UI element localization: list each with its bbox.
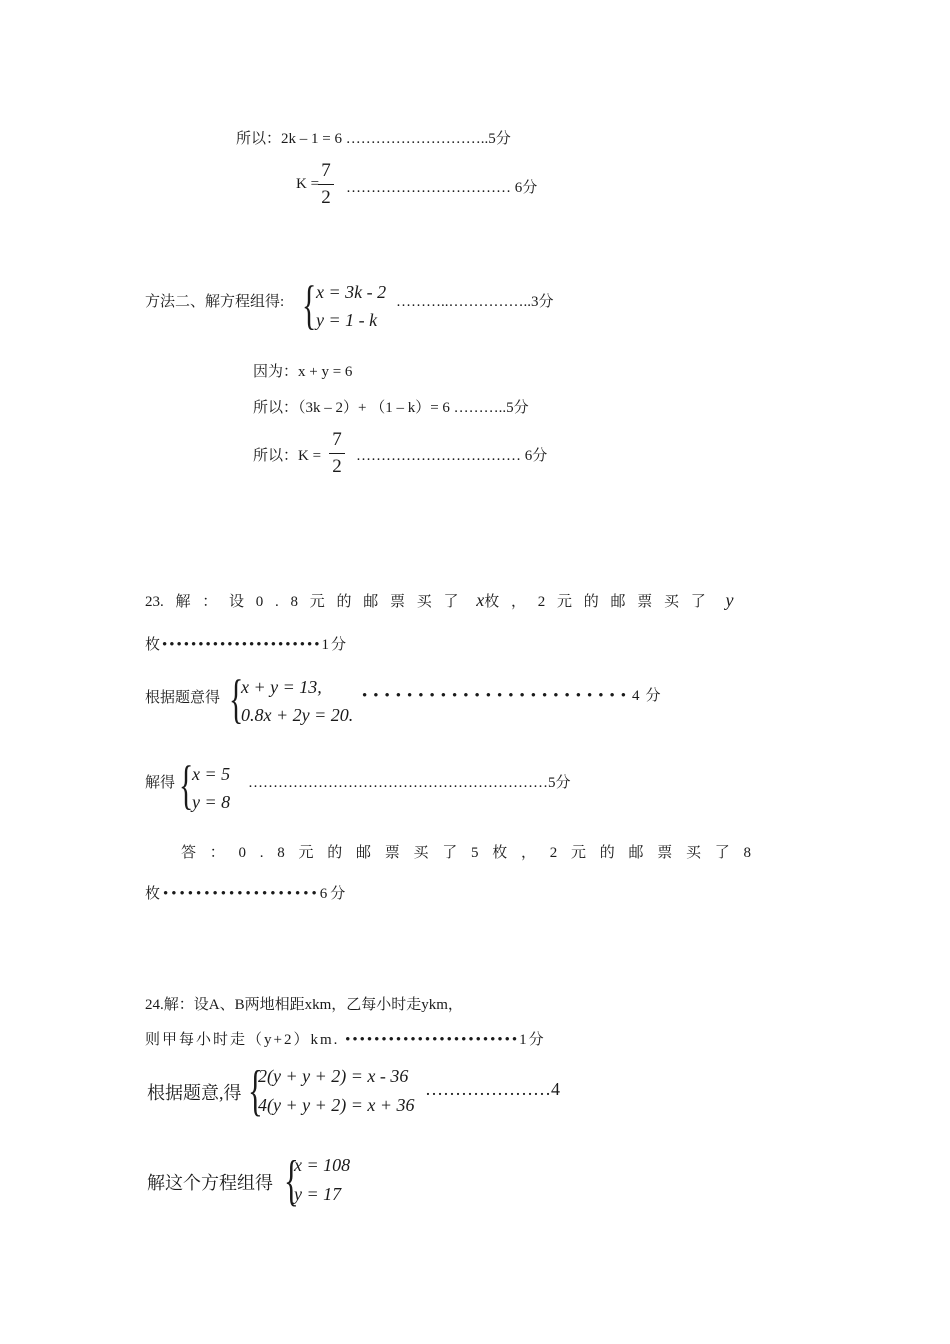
equation-1: x = 3k - 2: [316, 282, 387, 302]
left-brace-icon: {: [229, 669, 244, 729]
method2-system: [316, 280, 406, 336]
q24-line2: 则甲每小时走（y+2）km. ••••••••••••••••••••••••1分: [145, 1032, 546, 1048]
method2-intro: 方法二、解方程组得:: [145, 294, 285, 310]
solution-1: x = 108: [294, 1155, 351, 1175]
solution-2: y = 8: [192, 792, 231, 812]
method1-k-label: K =: [296, 176, 320, 192]
left-brace-icon: {: [179, 755, 194, 815]
q24-line1: 24.解：设A、B两地相距xkm，乙每小时走ykm，: [145, 997, 463, 1013]
q23-line1-a: 23. 解 ： 设 0 . 8 元 的 邮 票 买 了: [145, 594, 459, 610]
q23-var-y: y: [725, 590, 734, 610]
left-brace-icon: {: [302, 275, 317, 335]
method2-so1: 所以：（3k – 2）+ （1 – k）= 6 ………..5分: [253, 400, 529, 416]
equation-2: y = 1 - k: [316, 310, 378, 330]
left-brace-icon: {: [248, 1060, 263, 1122]
fraction-denominator: 2: [332, 456, 342, 477]
q23-line1-b: 枚 ， 2 元 的 邮 票 买 了: [484, 594, 706, 610]
q23-line1: [145, 590, 734, 611]
method2-because: 因为：x + y = 6: [253, 364, 353, 380]
q23-setup-system: [241, 675, 381, 731]
equation-1: x + y = 13,: [241, 677, 322, 697]
fraction-bar: [329, 453, 345, 454]
method1-line1: 所以：2k – 1 = 6 ………………………..5分: [236, 131, 511, 147]
q24-solve-system: [294, 1155, 374, 1213]
q23-solve-label: 解得: [145, 775, 176, 791]
q24-setup-label: 根据题意,得: [147, 1083, 242, 1103]
equation-2: 4(y + y + 2) = x + 36: [258, 1095, 415, 1115]
method2-so2-label: 所以：K =: [253, 448, 322, 464]
q23-answer2: 枚•••••••••••••••••••6分: [145, 886, 349, 902]
q24-solve-label: 解这个方程组得: [147, 1173, 273, 1193]
q23-var-x: x: [476, 590, 485, 610]
fraction-numerator: 7: [332, 429, 342, 450]
fraction-bar: [318, 184, 334, 185]
q24-setup-system: [258, 1066, 428, 1124]
q23-solve-system: [192, 762, 252, 818]
q23-solve-tail: ……………………………………………………5分: [248, 775, 571, 791]
solution-2: y = 17: [294, 1184, 342, 1204]
equation-2: 0.8x + 2y = 20.: [241, 705, 354, 725]
q23-setup-label: 根据题意得: [145, 690, 221, 706]
method1-k-fraction: [318, 160, 334, 209]
fraction-numerator: 7: [321, 160, 331, 181]
method1-k-tail: …………………………… 6分: [346, 180, 538, 196]
equation-1: 2(y + y + 2) = x - 36: [258, 1066, 409, 1086]
method2-k-fraction: [329, 429, 345, 478]
left-brace-icon: {: [284, 1150, 299, 1212]
method2-so2-tail: …………………………… 6分: [356, 448, 548, 464]
q23-setup-tail: ••••••••••••••••••••••••4分: [362, 688, 667, 704]
q23-answer1: 答 ： 0 . 8 元 的 邮 票 买 了 5 枚 ， 2 元 的 邮 票 买 了 8: [181, 845, 752, 861]
q23-line2: 枚••••••••••••••••••••••1分: [145, 637, 349, 653]
solution-1: x = 5: [192, 764, 231, 784]
method2-eq-tail: ………..……………..3分: [396, 294, 554, 310]
fraction-denominator: 2: [321, 187, 331, 208]
q24-setup-tail: …………………4: [425, 1079, 560, 1099]
